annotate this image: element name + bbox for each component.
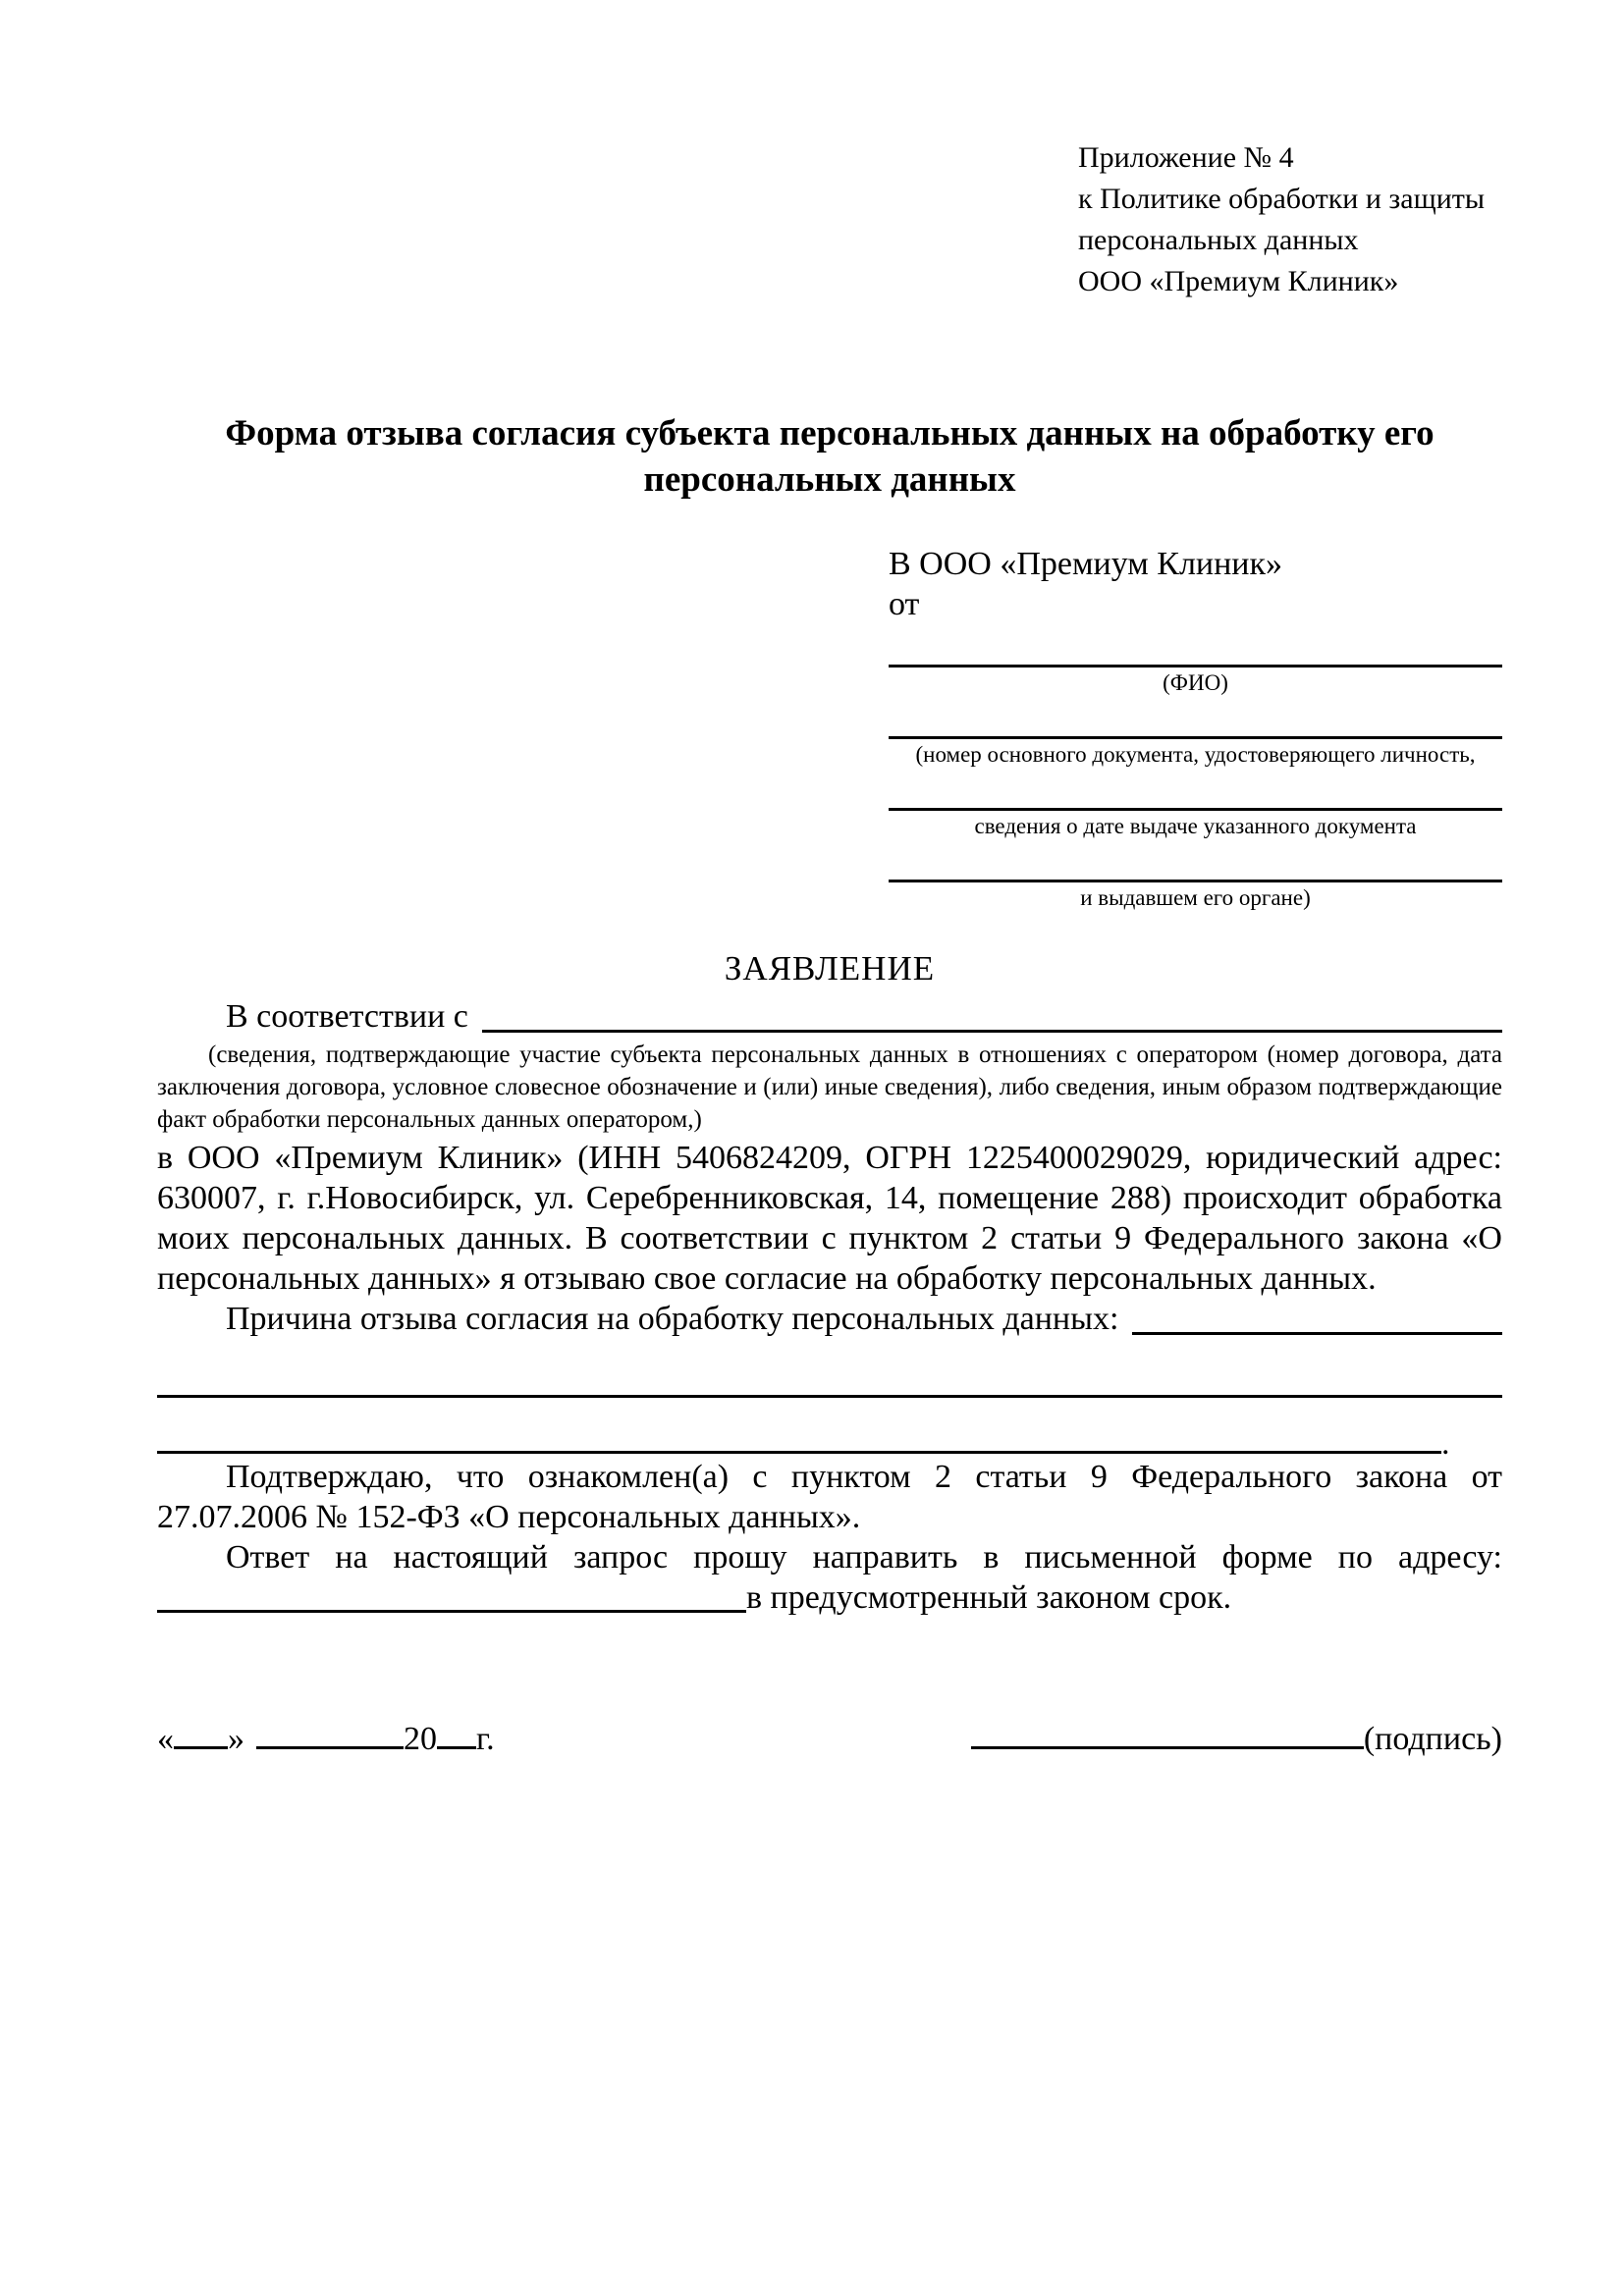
- appendix-note-line: Приложение № 4: [1078, 141, 1294, 174]
- reply-suffix: в предусмотренный законом срок.: [746, 1579, 1232, 1616]
- intro-footnote: (сведения, подтверждающие участие субъекта персональных данных в отношениях с оператором (номер договора, дата заключения договора, условное словесное обозначение и (или) иные сведения), либо сведения, иным образом подтверждающие факт обработки персональных данных оператором,): [157, 1041, 1502, 1133]
- signature-blank-line[interactable]: [971, 1719, 1364, 1749]
- reason-blank-line[interactable]: [1132, 1332, 1502, 1335]
- signature-caption: (подпись): [1363, 1721, 1502, 1757]
- document-number-field: [889, 709, 1502, 768]
- document-number-caption: (номер основного документа, удостоверяющего личность,: [915, 742, 1476, 767]
- addressee-from-label: от: [889, 586, 920, 622]
- signature-block: [971, 1719, 1502, 1759]
- issuing-authority-caption: и выдавшем его органе): [1080, 885, 1311, 910]
- document-number-blank-line[interactable]: [889, 709, 1502, 739]
- date-signature-row: [157, 1719, 1502, 1759]
- confirmation-paragraph: Подтверждаю, что ознакомлен(а) с пунктом 2 статьи 9 Федерального закона от 27.07.2006 № 152-ФЗ «О персональных данных».: [157, 1459, 1502, 1535]
- document-title: Форма отзыва согласия субъекта персональных данных на обработку его персональных данных: [225, 413, 1435, 500]
- appendix-note-line: к Политике обработки и защиты: [1078, 183, 1486, 215]
- reason-trailing-period: .: [1441, 1425, 1450, 1462]
- statement-body: в ООО «Премиум Клиник» (ИНН 5406824209, ОГРН 1225400029029, юридический адрес: 630007, г. г.Новосибирск, ул. Серебренниковская, 14, помещение 288) происходит обработка моих персональных данных. В соответствии с пунктом 2 статьи 9 Федерального закона «О персональных данных» я отзываю свое согласие на обработку персональных данных.: [157, 1140, 1502, 1297]
- reason-extra-blank-line-1[interactable]: [157, 1395, 1502, 1398]
- issue-date-caption: сведения о дате выдаче указанного документа: [974, 814, 1417, 838]
- issue-date-field: [889, 780, 1502, 839]
- issuing-authority-field: [889, 852, 1502, 911]
- statement-heading: ЗАЯВЛЕНИЕ: [724, 949, 936, 988]
- issuing-authority-blank-line[interactable]: [889, 852, 1502, 882]
- year-century: 20: [404, 1721, 437, 1757]
- intro-prefix: В соответствии с: [226, 998, 468, 1035]
- month-blank-line[interactable]: [256, 1719, 404, 1749]
- date-close-quote: »: [228, 1721, 244, 1757]
- reply-address-row: [157, 1577, 1502, 1618]
- intro-blank-line[interactable]: [482, 1030, 1502, 1033]
- reply-request-line: Ответ на настоящий запрос прошу направить в письменной форме по адресу:: [226, 1539, 1502, 1575]
- addressee-organization: В ООО «Премиум Клиник»: [889, 546, 1283, 582]
- appendix-note-line: персональных данных: [1078, 224, 1359, 256]
- appendix-note-line: ООО «Премиум Клиник»: [1078, 265, 1399, 297]
- reason-prefix: Причина отзыва согласия на обработку персональных данных:: [226, 1301, 1119, 1337]
- reason-extra-blank-line-2-row: [157, 1425, 1502, 1462]
- year-blank-line[interactable]: [437, 1719, 476, 1749]
- appendix-note: [1078, 137, 1510, 302]
- addressee-block: [889, 544, 1502, 911]
- date-block: [157, 1719, 495, 1759]
- issue-date-blank-line[interactable]: [889, 780, 1502, 811]
- fio-field: [889, 637, 1502, 696]
- fio-caption: (ФИО): [1163, 670, 1228, 695]
- intro-line: [157, 996, 1502, 1037]
- fio-blank-line[interactable]: [889, 637, 1502, 667]
- year-suffix: г.: [476, 1721, 495, 1757]
- day-blank-line[interactable]: [174, 1719, 228, 1749]
- reason-line: [157, 1299, 1502, 1339]
- reason-extra-blank-line-2[interactable]: [157, 1451, 1441, 1454]
- date-open-quote: «: [157, 1721, 174, 1757]
- reply-address-blank-line[interactable]: [157, 1610, 746, 1613]
